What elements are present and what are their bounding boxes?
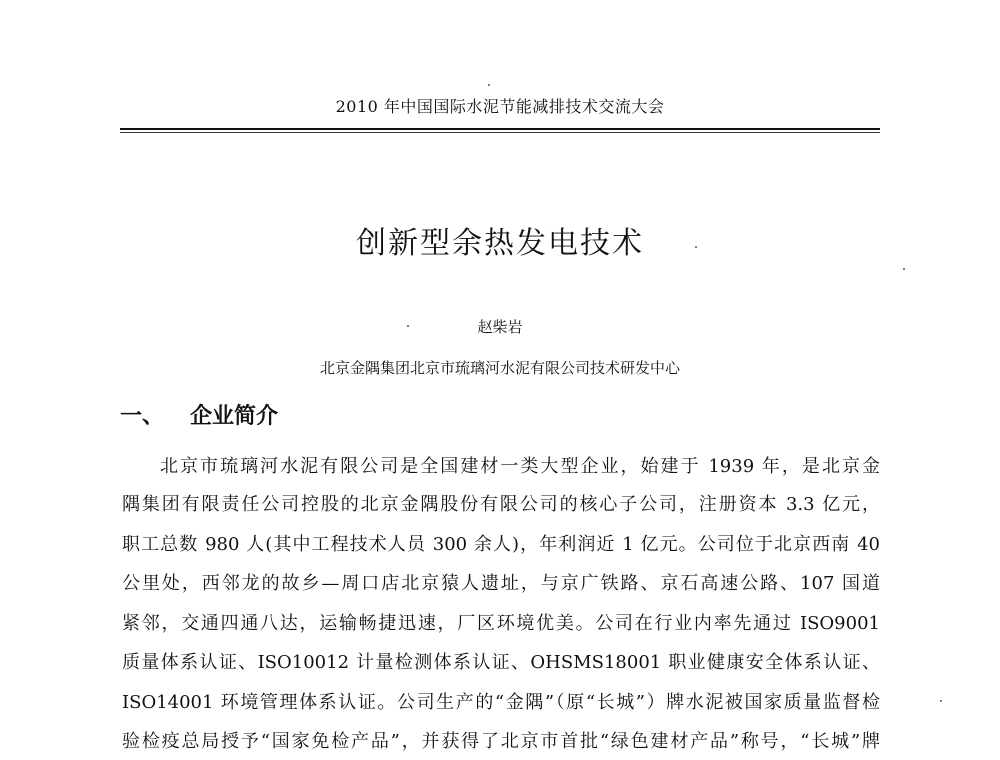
paper-title: 创新型余热发电技术 — [356, 226, 644, 261]
author-affiliation: 北京金隅集团北京市琉璃河水泥有限公司技术研发中心 — [319, 359, 680, 377]
body-line: 公里处，西邻龙的故乡—周口店北京猿人遗址，与京广铁路、京石高速公路、107 国道 — [122, 573, 880, 594]
section-heading — [120, 399, 278, 430]
header-rule — [120, 128, 880, 130]
author-name: 赵柴岩 — [477, 318, 523, 336]
running-header: 2010 年中国国际水泥节能减排技术交流大会 — [335, 97, 665, 116]
scan-speck — [940, 700, 942, 702]
scan-speck — [695, 246, 697, 248]
header-rule-thin — [120, 132, 880, 133]
body-line: 质量体系认证、ISO10012 计量检测体系认证、OHSMS18001 职业健康安全体系认证、 — [122, 652, 880, 673]
body-line: 职工总数 980 人(其中工程技术人员 300 余人)，年利润近 1 亿元。公司位于北京西南 40 — [122, 534, 880, 555]
body-line: 北京市琉璃河水泥有限公司是全国建材一类大型企业，始建于 1939 年，是北京金 — [160, 456, 880, 477]
section-number: 一、 — [120, 403, 165, 429]
body-line: 紧邻，交通四通八达，运输畅捷迅速，厂区环境优美。公司在行业内率先通过 ISO9001 — [122, 613, 880, 634]
scan-speck — [407, 325, 409, 327]
body-line: 隅集团有限责任公司控股的北京金隅股份有限公司的核心子公司，注册资本 3.3 亿元， — [122, 494, 880, 515]
section-title: 企业简介 — [190, 403, 279, 429]
body-line: 验检疫总局授予“国家免检产品”，并获得了北京市首批“绿色建材产品”称号，“长城”牌 — [122, 731, 880, 752]
body-line: ISO14001 环境管理体系认证。公司生产的“金隅”（原“长城”）牌水泥被国家质量监督检 — [122, 692, 880, 713]
scan-speck — [903, 268, 905, 270]
scan-speck — [488, 84, 490, 86]
